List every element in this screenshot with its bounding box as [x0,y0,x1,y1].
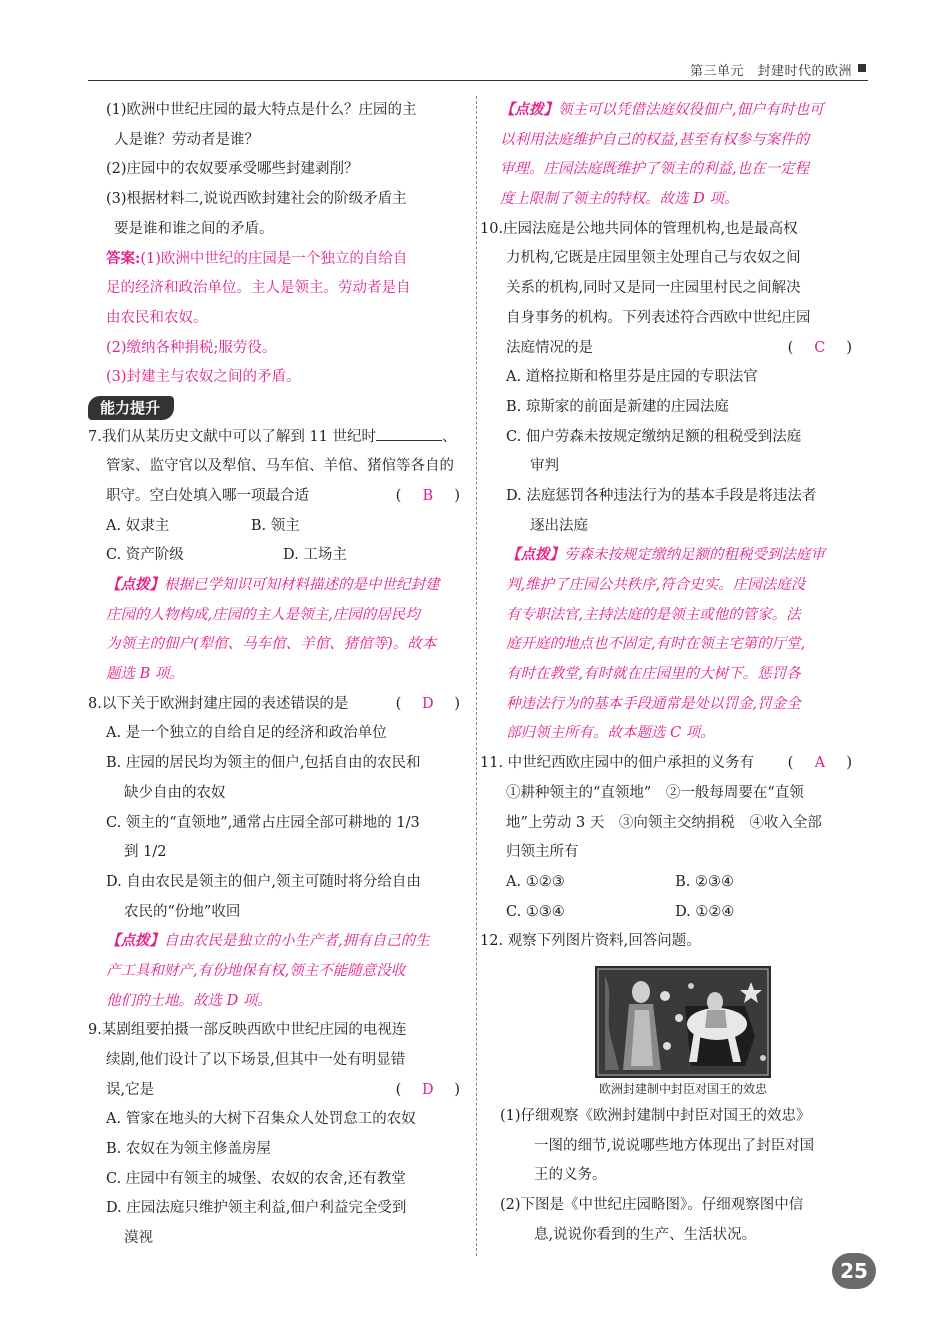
tip-line: 【点拨】劳森未按规定缴纳足额的租税受到法庭审 [506,547,825,564]
q12-line: 息,说说你看到的生产、生活状况。 [534,1226,757,1243]
answer-line: 由农民和农奴。 [106,309,208,326]
column-divider [476,96,477,1256]
option-c: C. ①③④ [506,903,565,920]
tip-label: 【点拨】 [506,547,564,564]
tip-line: 【点拨】领主可以凭借法庭奴役佃户,佃户有时也可 [500,102,824,118]
tip-label: 【点拨】 [106,933,164,950]
option-d: D. 工场主 [283,547,347,564]
tapestry-illustration [595,966,771,1078]
option-c: C. 资产阶级 [106,547,184,564]
option-line: C. 庄园中有领主的城堡、农奴的农舍,还有教堂 [106,1170,406,1187]
q10-line: 力机构,它既是庄园里领主处理自己与农奴之间 [506,250,801,267]
option-line: D. 法庭惩罚各种违法行为的基本手段是将违法者 [506,487,817,504]
question-line: (1)欧洲中世纪庄园的最大特点是什么？庄园的主 [106,102,417,118]
q7-line: 管家、监守官以及犁倌、马车倌、羊倌、猪倌等各自的 [106,458,454,475]
option-b: B. 领主 [250,517,300,534]
q11-options [480,898,852,928]
answer-line: (3)封建主与农奴之间的矛盾。 [106,369,301,386]
tip-line: 度上限制了领主的特权。故选 D 项。 [500,191,739,208]
tip-line: 产工具和财产,有份地保有权,领主不能随意没收 [106,962,406,979]
q8-answer: D [422,695,434,712]
q12-questions [480,1102,852,1250]
tip-line: 【点拨】根据已学知识可知材料描述的是中世纪封建 [106,577,440,593]
tip-line: 种违法行为的基本手段通常是处以罚金,罚金全 [506,695,801,712]
q12-line: (1)仔细观察《欧洲封建制中封臣对国王的效忠》 [500,1108,811,1124]
q11-line: 归领主所有 [506,844,579,861]
option-line: 农民的“份地”收回 [124,903,241,920]
option-line: C. 领主的“直领地”,通常占庄园全部可耕地的 1/3 [106,814,420,831]
option-line: D. 庄园法庭只维护领主利益,佃户利益完全受到 [106,1200,407,1217]
option-a: A. 奴隶主 [106,517,170,534]
q11-line: ①耕种领主的“直领地” ②一般每周要在“直领 [506,784,804,801]
section-heading [88,393,460,423]
q9-line: 误,它是 ( D ) [88,1076,460,1106]
page-header [88,60,868,81]
q12-line: 12. 观察下列图片资料,回答问题。 [480,933,701,950]
option-line: A. 是一个独立的自给自足的经济和政治单位 [106,725,387,742]
option-line: A. 道格拉斯和格里芬是庄园的专职法官 [506,369,758,386]
q10-answer: C [814,339,826,356]
q9-line: 9.某剧组要拍摄一部反映西欧中世纪庄园的电视连 [88,1022,407,1039]
answer-line: 答案:(1)欧洲中世纪的庄园是一个独立的自给自 [106,250,408,268]
tapestry-image [595,966,771,1078]
tip-line: 有时在教堂,有时就在庄园里的大树下。惩罚各 [506,666,801,683]
option-d: D. ①②④ [675,903,735,920]
q10-line: 自身事务的机构。下列表述符合西欧中世纪庄园 [506,309,811,326]
fill-blank [376,426,442,441]
answer-line: 足的经济和政治单位。主人是领主。劳动者是自 [106,280,411,297]
q12-line: (2)下图是《中世纪庄园略图》。仔细观察图中信 [500,1197,804,1214]
tip-line: 庄园的人物构成,庄园的主人是领主,庄园的居民均 [106,606,420,623]
option-line: A. 管家在地头的大树下召集众人处罚怠工的农奴 [106,1111,416,1128]
q11-line: 地”上劳动 3 天 ③向领主交纳捐税 ④收入全部 [506,814,822,831]
q7-options [88,512,396,542]
q10-line: 10.庄园法庭是公地共同体的管理机构,也是最高权 [480,220,798,237]
option-line: 缺少自由的农奴 [124,784,226,801]
answer-label: 答案: [106,250,141,268]
q11-line: 11. 中世纪西欧庄园中的佃户承担的义务有 ( A ) [480,749,852,779]
question-line: (3)根据材料二,说说西欧封建社会的阶级矛盾主 [106,191,407,208]
q10-line: 法庭情况的是 ( C ) [480,334,852,364]
square-icon [858,64,866,72]
figure-caption: 欧洲封建制中封臣对国王的效忠 [598,1082,767,1096]
question-line: 人是谁？劳动者是谁？ [114,131,259,148]
tip-line: 部归领主所有。故本题选 C 项。 [506,725,715,742]
q7-line: 7.我们从某历史文献中可以了解到 11 世纪时 、 [88,423,460,453]
q12-line: 一图的细节,说说哪些地方体现出了封臣对国 [534,1137,815,1154]
q8-line: 8.以下关于欧洲封建庄园的表述错误的是 ( D ) [88,690,460,720]
tip-line: 【点拨】自由农民是独立的小生产者,拥有自己的生 [106,933,430,950]
option-line: B. 农奴在为领主修盖房屋 [106,1141,271,1158]
question-line: 要是谁和谁之间的矛盾。 [114,220,274,237]
q12-line: 王的义务。 [534,1167,607,1184]
option-line: 审判 [530,458,559,475]
tip-label: 【点拨】 [106,577,164,593]
q7-options [88,541,460,571]
tip-line: 审理。庄园法庭既维护了领主的利益,也在一定程 [500,161,810,178]
right-column [480,96,852,957]
tip-line: 判,维护了庄园公共秩序,符合史实。庄园法庭没 [506,577,806,593]
option-line: C. 佃户劳森未按规定缴纳足额的租税受到法庭 [506,428,802,445]
tip-line: 他们的土地。故选 D 项。 [106,992,272,1009]
tip-label: 【点拨】 [500,102,558,118]
q9-answer: D [422,1081,434,1098]
option-b: B. ②③④ [675,873,734,890]
tip-line: 以利用法庭维护自己的权益,甚至有权参与案件的 [500,131,810,148]
tip-line: 有专职法官,主持法庭的是领主或他的管家。法 [506,606,801,623]
tip-line: 题选 B 项。 [106,666,184,683]
option-line: 漠视 [124,1230,153,1247]
unit-title: 第三单元 封建时代的欧洲 [689,64,852,79]
q7-answer: B [422,487,434,504]
q9-line: 续剧,他们设计了以下场景,但其中一处有明显错 [106,1052,406,1068]
option-line: D. 自由农民是领主的佃户,领主可随时将分给自由 [106,873,421,890]
q11-options [480,868,852,898]
page-number: 25 [832,1253,876,1289]
option-a: A. ①②③ [506,873,565,890]
section-title: 能力提升 [88,396,174,420]
option-line: B. 庄园的居民均为领主的佃户,包括自由的农民和 [106,755,421,772]
option-line: 逐出法庭 [530,517,588,534]
q7-line: 职守。空白处填入哪一项最合适 ( B ) [88,482,460,512]
option-line: 到 1/2 [124,844,167,861]
q10-line: 关系的机构,同时又是同一庄园里村民之间解决 [506,280,801,297]
left-column [88,96,460,1254]
tip-line: 为领主的佃户(犁倌、马车倌、羊倌、猪倌等)。故本 [106,636,437,653]
option-line: B. 琼斯家的前面是新建的庄园法庭 [506,398,729,415]
question-line: (2)庄园中的农奴要承受哪些封建剥削？ [106,161,359,178]
q11-answer: A [814,755,826,772]
tip-line: 庭开庭的地点也不固定,有时在领主宅第的厅堂, [506,636,806,653]
answer-line: (2)缴纳各种捐税;服劳役。 [106,339,277,356]
